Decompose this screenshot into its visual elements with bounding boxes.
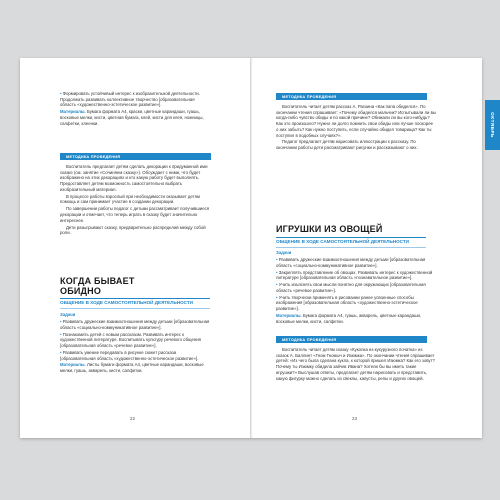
right-method-bar-top: МЕТОДИКА ПРОВЕДЕНИЯ	[276, 93, 427, 100]
right-p2: Педагог предлагает детям нарисовать иллюстрации к рассказу. По окончании работы дети рассматривают рисунки и рассказывают о них.	[276, 139, 418, 151]
right-task-2: • Закреплять представление об овощах. Развивать интерес к художественной литературе [образовательная область «познавательное развитие»].	[276, 270, 436, 281]
left-method-text	[60, 164, 210, 237]
left-materials	[60, 362, 210, 373]
left-method-p3: По завершении работы педагог с детьми рассматривает получившиеся декорации и отмечает, что теперь играть в сказку будет значительно интереснее.	[60, 206, 210, 223]
left-section-subtitle: ОБЩЕНИЕ В ХОДЕ САМОСТОЯТЕЛЬНОЙ ДЕЯТЕЛЬНОСТИ	[60, 300, 193, 305]
left-tasks-label: Задачи	[60, 312, 76, 317]
right-task-3: • Учить изъяснять свои мысли понятно для окружающих [образовательная область «речевое развитие»].	[276, 282, 436, 293]
book-spread	[20, 58, 482, 438]
left-page	[20, 58, 250, 438]
right-tasks-block	[276, 257, 436, 326]
right-task-4: • Учить творчески применять в рисовании ранее усвоенные способы изображения [образовательная область «художественно-эстетическое развитие»].	[276, 295, 436, 312]
right-task-1: • Развивать дружеские взаимоотношения между детьми [образовательная область «социально-коммуникативное развитие»].	[276, 257, 436, 268]
left-top-block	[60, 91, 210, 128]
left-section-title-line1: КОГДА БЫВАЕТ	[60, 276, 135, 286]
right-section-title: ИГРУШКИ ИЗ ОВОЩЕЙ	[276, 224, 383, 234]
left-method-p1: Воспитатель предлагает детям сделать декорации к придуманной ими сказке (см. занятие «Сочиняем сказку»). Обсуждает с ними, что будет изображено на этих декорациях и кто какую работу будет выполнять. Предоставляет детям возможность самостоятельно выбрать изобразительный материал.	[60, 164, 208, 192]
left-top-materials-text: Бумага формата А4, краски, цветные карандаши, гуашь, восковые мелки, кисти, цветная бумага, клей, кисти для клея, ножницы, салфетки, клеенки.	[60, 109, 204, 126]
right-section-subtitle: ОБЩЕНИЕ В ХОДЕ САМОСТОЯТЕЛЬНОЙ ДЕЯТЕЛЬНОСТИ	[276, 239, 409, 244]
left-top-materials	[60, 109, 210, 126]
right-materials-label: Материалы.	[276, 313, 302, 319]
left-materials-label: Материалы.	[60, 362, 86, 368]
right-method-text-top	[276, 104, 436, 152]
right-title-rule	[276, 237, 426, 238]
right-tasks-label: Задачи	[276, 250, 292, 255]
right-page-number: 23	[352, 416, 358, 421]
left-method-p2: В процессе работы взрослый при необходимости оказывает детям помощь и сам принимает участие в создании декорации.	[60, 193, 200, 205]
right-page	[252, 58, 482, 438]
left-section-title-line2: ОБИДНО	[60, 286, 102, 296]
left-method-p4: Дети разыгрывают сказку, предварительно распределив между собой роли.	[60, 224, 206, 236]
left-task-3: • Развивать умение передавать в рисунке сюжет рассказа [образовательная область «художественно-эстетическое развитие»].	[60, 350, 210, 361]
left-tasks-block	[60, 319, 210, 375]
right-materials	[276, 313, 436, 324]
left-page-number: 22	[130, 416, 136, 421]
right-p1: Воспитатель читает детям рассказ А. Раскина «Как папа обиделся». По окончании чтения спрашивает: «Почему обиделся мальчик? Испытывали ли вы когда-либо чувство обиды и по какой причине? Обижали ли вы кого-нибудь? Как это произошло? Нужно ли долго помнить свои обиды или лучше поскорее о них забыть? Как нужно поступить, если случайно обидел товарища? Как ты поступил в подобных случаях?».	[276, 104, 436, 138]
month-side-tab-label: ОКТЯБРЬ	[490, 112, 495, 138]
right-subtitle-rule	[276, 247, 426, 248]
left-section-title	[60, 276, 210, 296]
right-p3: Воспитатель читает детям сказку «Куколка из кукурузного початка» из сказок А. Баллинт «Гном Гномыч и Изюмка». По окончании чтения спрашивает детей: «Из чего была сделана кукла, к которой пришел Изюмка? Как его зовут? Почему ты Изюмку обидела зайчик Ивана? Хотели бы вы иметь такие игрушки?» Выслушав ответы, предлагает детям нарисовать и представить, какую фигурку можно сделать из свеклы, капусты, репы и других овощей.	[276, 347, 435, 381]
month-side-tab	[485, 100, 500, 150]
left-materials-text: Листы бумаги формата А4, цветные карандаши, восковые мелки, гуашь, акварель, кисти, салфетки.	[60, 362, 204, 374]
left-top-bullet: • Формировать устойчивый интерес к изобразительной деятельности. Продолжать развивать коллективное творчество [образовательная область «художественно-эстетическое развитие»].	[60, 91, 210, 108]
right-method-text-bottom	[276, 347, 436, 382]
right-method-bar-bottom: МЕТОДИКА ПРОВЕДЕНИЯ	[276, 336, 427, 343]
right-materials-text: Бумага формата А4, гуашь, акварель, цветные карандаши, восковые мелки, кисти, салфетки.	[276, 313, 422, 324]
left-top-materials-label: Материалы.	[60, 109, 86, 115]
left-title-rule	[60, 298, 210, 299]
left-task-1: • Развивать дружеские взаимоотношения между детьми [образовательная область «социально-коммуникативное развитие»].	[60, 319, 210, 330]
left-subtitle-rule	[60, 308, 210, 309]
left-method-bar: МЕТОДИКА ПРОВЕДЕНИЯ	[60, 153, 211, 160]
left-task-2: • Познакомить детей с новым рассказом. Развивать интерес к художественной литературе. Воспитывать культуру речевого общения [образовательная область «речевое развитие»].	[60, 332, 210, 349]
